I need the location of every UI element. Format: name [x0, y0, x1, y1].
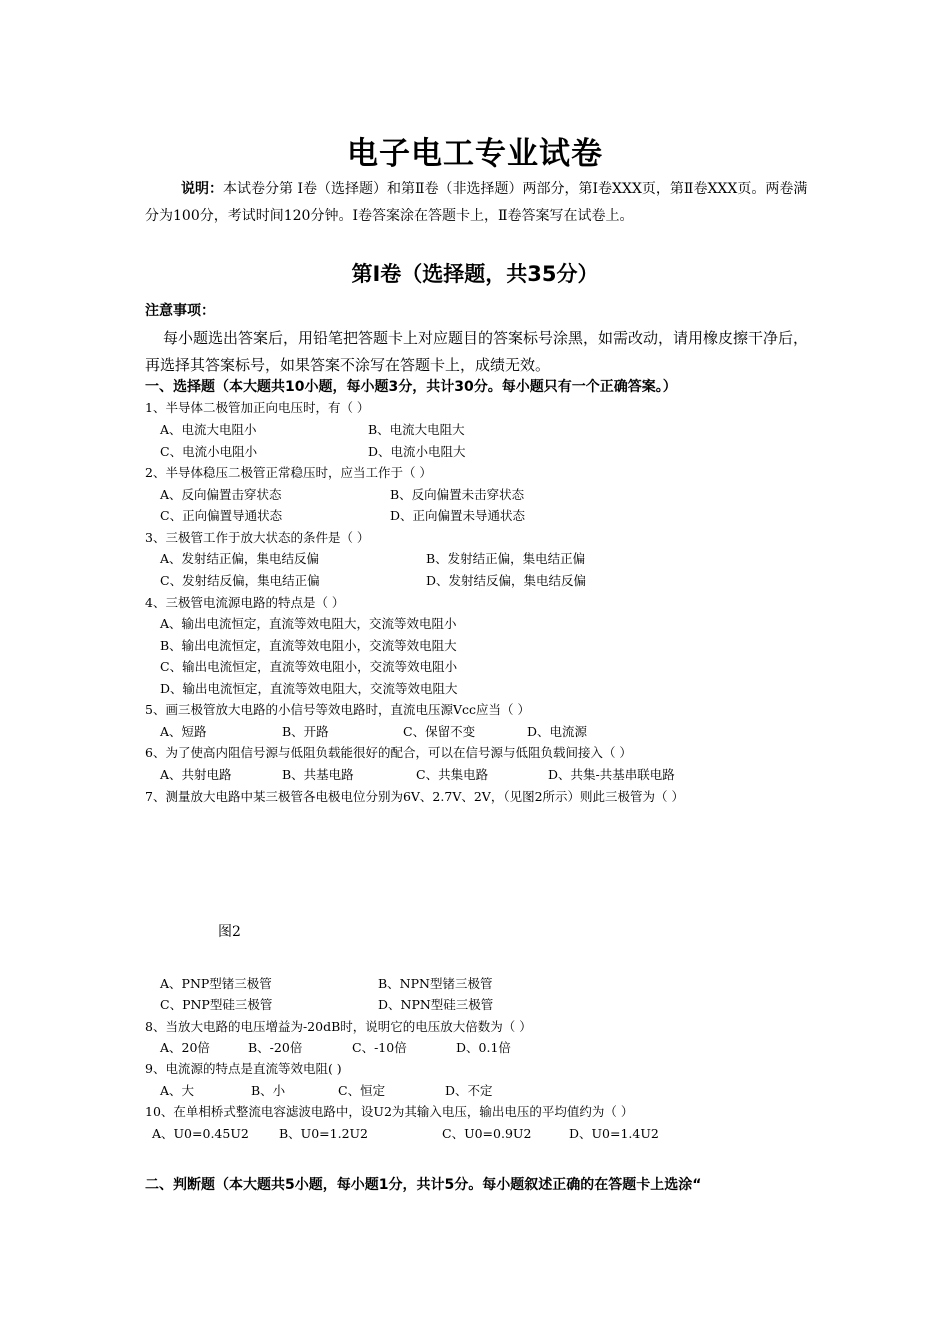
q7-option-c: C、PNP型硅三极管 — [160, 997, 273, 1012]
question-5: 5、画三极管放大电路的小信号等效电路时，直流电压源Vcc应当（ ） — [145, 702, 530, 717]
section1-heading: 一、选择题（本大题共10小题，每小题3分，共计30分。每小题只有一个正确答案。） — [145, 379, 677, 395]
q4-option-c: C、输出电流恒定，直流等效电阻小，交流等效电阻小 — [160, 659, 458, 674]
q1-option-c: C、电流小电阻小 — [160, 444, 258, 459]
q10-option-a: A、U0=0.45U2 — [152, 1126, 249, 1141]
question-4: 4、三极管电流源电路的特点是（ ） — [145, 595, 345, 610]
q6-option-d: D、共集-共基串联电路 — [548, 767, 675, 782]
q6-option-c: C、共集电路 — [416, 767, 489, 782]
q9-option-c: C、恒定 — [338, 1083, 386, 1098]
question-1: 1、半导体二极管加正向电压时，有（ ） — [145, 400, 370, 415]
q2-option-c: C、正向偏置导通状态 — [160, 508, 283, 523]
q2-option-b: B、反向偏置未击穿状态 — [390, 487, 525, 502]
question-10: 10、在单相桥式整流电容滤波电路中，设U2为其输入电压，输出电压的平均值约为（ ） — [145, 1104, 634, 1119]
q3-option-d: D、发射结反偏，集电结反偏 — [426, 573, 587, 588]
q1-option-d: D、电流小电阻大 — [368, 444, 466, 459]
notice-text: 每小题选出答案后，用铅笔把答题卡上对应题目的答案标号涂黑，如需改动，请用橡皮擦干净后，再选择其答案标号，如果答案不涂写在答题卡上，成绩无效。 — [145, 329, 809, 374]
q8-option-a: A、20倍 — [160, 1040, 210, 1055]
notice-heading: 注意事项： — [145, 303, 215, 319]
q7-option-d: D、NPN型硅三极管 — [378, 997, 494, 1012]
intro-paragraph — [145, 176, 810, 230]
q10-option-b: B、U0=1.2U2 — [279, 1126, 369, 1141]
q5-option-d: D、电流源 — [527, 724, 588, 739]
question-2: 2、半导体稳压二极管正常稳压时，应当工作于（ ） — [145, 465, 432, 480]
figure-2-caption: 图2 — [218, 924, 241, 940]
q1-option-a: A、电流大电阻小 — [160, 422, 257, 437]
q1-option-b: B、电流大电阻大 — [368, 422, 465, 437]
q4-option-b: B、输出电流恒定，直流等效电阻小，交流等效电阻大 — [160, 638, 457, 653]
q3-option-b: B、发射结正偏，集电结正偏 — [426, 551, 586, 566]
q5-option-c: C、保留不变 — [403, 724, 476, 739]
q5-option-a: A、短路 — [160, 724, 207, 739]
intro-label: 说明： — [181, 181, 223, 197]
question-3: 3、三极管工作于放大状态的条件是（ ） — [145, 530, 370, 545]
q6-option-a: A、共射电路 — [160, 767, 232, 782]
intro-text: 本试卷分第 Ⅰ卷（选择题）和第Ⅱ卷（非选择题）两部分，第Ⅰ卷XXX页，第Ⅱ卷XXX页。两卷满分为100分，考试时间120分钟。Ⅰ卷答案涂在答题卡上，Ⅱ卷答案写在试卷上。 — [145, 181, 808, 224]
q7-option-a: A、PNP型锗三极管 — [160, 976, 272, 991]
q10-option-c: C、U0=0.9U2 — [442, 1126, 532, 1141]
q3-option-a: A、发射结正偏，集电结反偏 — [160, 551, 320, 566]
q7-option-b: B、NPN型锗三极管 — [378, 976, 493, 991]
section2-heading: 二、判断题（本大题共5小题，每小题1分，共计5分。每小题叙述正确的在答题卡上选涂“ — [145, 1177, 702, 1193]
question-7: 7、测量放大电路中某三极管各电极电位分别为6V、2.7V、2V，（见图2所示）则此三极管为（ ） — [145, 789, 684, 804]
q4-option-a: A、输出电流恒定，直流等效电阻大，交流等效电阻小 — [160, 616, 457, 631]
volume1-title: 第Ⅰ卷（选择题，共35分） — [351, 262, 599, 286]
page-title: 电子电工专业试卷 — [347, 136, 603, 172]
question-8: 8、当放大电路的电压增益为-20dB时，说明它的电压放大倍数为（ ） — [145, 1019, 532, 1034]
q9-option-d: D、不定 — [445, 1083, 493, 1098]
question-6: 6、为了使高内阻信号源与低阻负载能很好的配合，可以在信号源与低阻负载间接入（ ） — [145, 745, 632, 760]
q3-option-c: C、发射结反偏，集电结正偏 — [160, 573, 320, 588]
q8-option-c: C、-10倍 — [352, 1040, 407, 1055]
q2-option-a: A、反向偏置击穿状态 — [160, 487, 282, 502]
q2-option-d: D、正向偏置未导通状态 — [390, 508, 526, 523]
question-9: 9、电流源的特点是直流等效电阻( ) — [145, 1061, 342, 1076]
q4-option-d: D、输出电流恒定，直流等效电阻大，交流等效电阻大 — [160, 681, 458, 696]
q5-option-b: B、开路 — [282, 724, 329, 739]
q10-option-d: D、U0=1.4U2 — [569, 1126, 659, 1141]
q6-option-b: B、共基电路 — [282, 767, 354, 782]
q8-option-d: D、0.1倍 — [456, 1040, 511, 1055]
q9-option-a: A、大 — [160, 1083, 195, 1098]
q8-option-b: B、-20倍 — [248, 1040, 303, 1055]
q9-option-b: B、小 — [251, 1083, 286, 1098]
